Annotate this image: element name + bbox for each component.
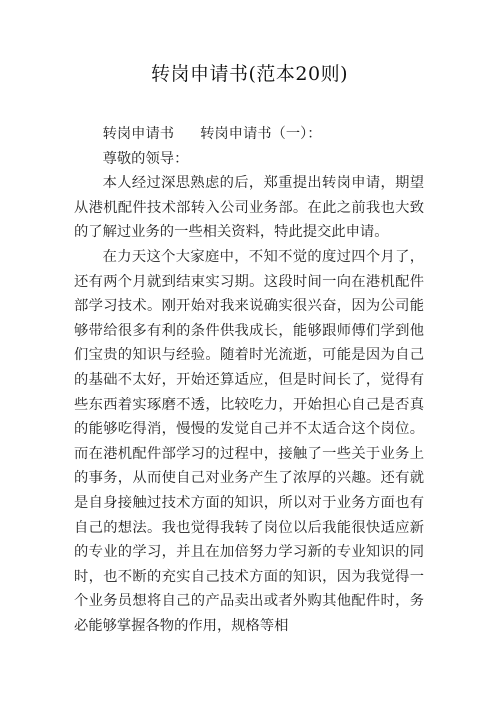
paragraph-2: 在力天这个大家庭中，不知不觉的度过四个月了，还有两个月就到结束实习期。这段时间一向在港机配件部学习技术。刚开始对我来说确实很兴奋，因为公司能够带给很多有利的条件供我成长，能够跟师傅们学到他们宝贵的知识与经验。随着时光流逝，可能是因为自己的基础不太好，开始还算适应，但是时间长了，觉得有些东西着实琢磨不透，比较吃力，开始担心自己是否真的能够吃得消，慢慢的发觉自己并不太适合这个岗位。而在港机配件部学习的过程中，接触了一些关于业务上的事务，从而使自己对业务产生了浓厚的兴趣。还有就是自身接触过技术方面的知识，所以对于业务方面也有自己的想法。我也觉得我转了岗位以后我能很快适应新的专业的学习，并且在加倍努力学习新的专业知识的同时，也不断的充实自己技术方面的知识，因为我觉得一个业务员想将自己的产品卖出或者外购其他配件时，务必能够掌握各物的作用，规格等相: [74, 248, 424, 634]
paragraph-1: 本人经过深思熟虑的后，郑重提出转岗申请，期望从港机配件技术部转入公司业务部。在此之前我也大致的了解过业务的一些相关资料，特此提交此申请。: [74, 175, 424, 241]
document-body: [74, 122, 424, 638]
heading-left: 转岗申请书: [102, 126, 175, 142]
heading-right: 转岗申请书（一）：: [200, 126, 322, 142]
salutation: 尊敬的领导：: [102, 150, 189, 167]
heading-line: [74, 122, 424, 147]
document-title: 转岗申请书(范本20则): [150, 63, 348, 85]
